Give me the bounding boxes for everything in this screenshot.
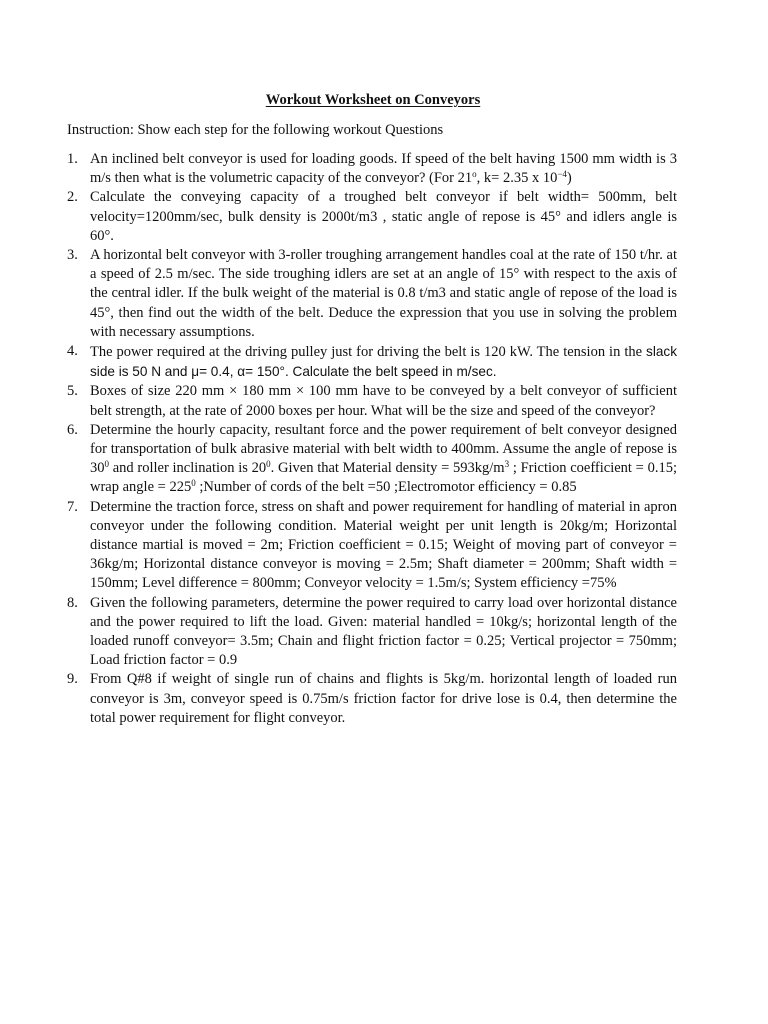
question-number: 5.	[67, 383, 78, 400]
question-text-segment: The power required at the driving pulley just for driving the belt is 120 kW. The tension in the	[90, 344, 647, 361]
superscript: o	[472, 169, 477, 180]
question-text-segment: Given the following parameters, determine the power required to carry load over horizontal distance and the power required to lift the load. Given: material handled = 10kg/s; horizontal length of the loaded runoff conveyor= 3.5m; Chain and flight friction factor = 0.25; Vertical projector = 750mm; Load friction factor = 0.9	[90, 594, 677, 669]
superscript: 0	[191, 478, 196, 489]
instruction-text: Instruction: Show each step for the following workout Questions	[67, 122, 444, 138]
question-text	[90, 383, 677, 418]
question-text-segment: and roller inclination is 20	[109, 460, 267, 477]
superscript: 0	[266, 459, 271, 470]
question-number: 9.	[67, 671, 78, 688]
question-item	[67, 594, 677, 671]
question-text-segment: Determine the traction force, stress on shaft and power requirement for handling of material in apron conveyor under the following condition. Material weight per unit length is 20kg/m; Horizontal distance martial is moved = 2m; Friction coefficient = 0.15; Weight of moving part of conveyor = 36kg/m; Horizontal distance conveyor is moving = 2.5m; Shaft diameter = 200mm; Shaft width = 150mm; Level difference = 800mm; Conveyor velocity = 1.5m/s; System efficiency =75%	[90, 498, 677, 592]
question-text-segment: An inclined belt conveyor is used for loading goods. If speed of the belt having 1500 mm width is 3 m/s then what is the volumetric capacity of the conveyor? (For 21	[90, 151, 677, 187]
page-title: Workout Worksheet on Conveyors	[265, 92, 481, 108]
question-text-segment: Calculate the conveying capacity of a troughed belt conveyor if belt width= 500mm, belt velocity=1200mm/sec, bulk density is 2000t/m3 , static angle of repose is 45° and idlers angle is 60°.	[90, 189, 677, 244]
question-number: 2.	[67, 189, 78, 206]
question-item	[67, 188, 677, 246]
question-number: 3.	[67, 247, 78, 264]
question-text	[90, 595, 677, 669]
question-text	[90, 671, 677, 725]
question-text	[90, 422, 677, 496]
question-item	[67, 150, 677, 188]
superscript: −4	[557, 169, 567, 180]
question-list	[67, 150, 677, 728]
question-text	[90, 344, 677, 380]
superscript: 3	[504, 459, 510, 470]
question-text-segment: ;Number of cords of the belt =50 ;Electromotor efficiency = 0.85	[195, 479, 577, 496]
question-text-segment: slack side is 50 N and μ= 0.4, α= 150°. Calculate the belt speed in m/sec.	[90, 344, 677, 380]
question-text-segment: Determine the hourly capacity, resultant force and the power requirement of belt conveyor designed for transportation of bulk abrasive material with belt width to 400mm. Assume the angle of repose is 30	[90, 421, 677, 477]
question-number: 4.	[67, 343, 78, 360]
superscript: 0	[104, 459, 109, 470]
question-text-segment: ; Friction coefficient = 0.15; wrap angle = 225	[90, 460, 677, 496]
question-text	[90, 189, 677, 243]
question-text	[90, 499, 677, 592]
question-number: 6.	[67, 421, 78, 438]
question-item	[67, 382, 677, 420]
question-number: 1.	[67, 151, 78, 167]
question-text-segment: , k= 2.35 x 10	[476, 170, 558, 187]
question-text-segment: . Given that Material density = 593kg/m	[270, 460, 505, 477]
question-text-segment: A horizontal belt conveyor with 3-roller troughing arrangement handles coal at the rate of 150 t/hr. at a speed of 2.5 m/sec. The side troughing idlers are set at an angle of 15° with respect to the axis of the central idler. If the bulk weight of the material is 0.8 t/m3 and static angle of repose of the load is 45°, then find out the width of the belt. Deduce the expression that you use in solving the problem with necessary assumptions.	[90, 247, 677, 340]
question-number: 7.	[67, 498, 78, 515]
question-text	[90, 247, 677, 340]
question-item	[67, 498, 677, 594]
question-text-segment: )	[566, 170, 572, 187]
question-item	[67, 246, 677, 342]
question-item	[67, 670, 677, 728]
question-number: 8.	[67, 594, 78, 611]
question-text-segment: From Q#8 if weight of single run of chains and flights is 5kg/m. horizontal length of loaded run conveyor is 3m, conveyor speed is 0.75m/s friction factor for drive lose is 0.4, then determine the total power requirement for flight conveyor.	[90, 671, 677, 726]
question-item	[67, 342, 677, 382]
question-item	[67, 421, 677, 498]
question-text-segment: Boxes of size 220 mm × 180 mm × 100 mm have to be conveyed by a belt conveyor of sufficient belt strength, at the rate of 2000 boxes per hour. What will be the size and speed of the conveyor?	[90, 383, 677, 419]
question-text	[90, 151, 677, 186]
